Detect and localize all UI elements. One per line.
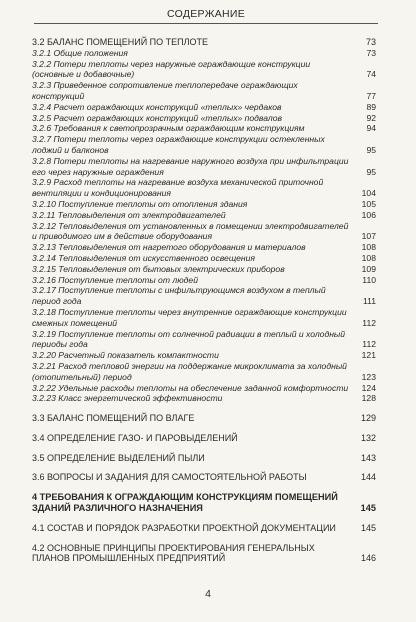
toc-entry <box>32 453 376 464</box>
toc-entry-title: 3.2.18 Поступление теплоты через внутренние ограждающие конструкции смежных помещений <box>32 306 350 328</box>
toc-entry-page: 108 <box>361 252 376 263</box>
toc-entry-page: 94 <box>366 123 376 134</box>
toc-entry-title: 3.2.2 Потери теплоты через наружные ограждающие конструкции (основные и добавочные) <box>32 58 313 80</box>
toc-entry-page: 124 <box>361 382 376 393</box>
toc-entry-page: 73 <box>366 47 376 58</box>
toc-entry <box>32 361 376 383</box>
toc-entry-page: 95 <box>366 166 376 177</box>
toc-entry-page: 123 <box>361 371 376 382</box>
toc-entry <box>32 393 376 404</box>
toc-entry-page: 111 <box>362 296 376 307</box>
toc-entry-title: 3.2.10 Поступление теплоты от отопления здания <box>32 198 248 209</box>
toc-entry <box>32 102 376 113</box>
toc-entry <box>32 123 376 134</box>
toc-entry <box>32 156 376 178</box>
page-number: 4 <box>205 588 211 600</box>
toc-entry-page: 107 <box>361 231 376 242</box>
toc-entry <box>32 242 376 253</box>
toc-entry <box>32 177 376 199</box>
toc-entry <box>32 543 376 565</box>
toc-entry-page: 109 <box>361 263 376 274</box>
toc-entry-title: 4.1 СОСТАВ И ПОРЯДОК РАЗРАБОТКИ ПРОЕКТНОЙ ДОКУМЕНТАЦИИ <box>32 522 336 533</box>
toc-entry-page: 145 <box>360 503 376 514</box>
toc-entry <box>32 307 376 329</box>
toc-entry-page: 89 <box>366 101 376 112</box>
toc-entry <box>32 275 376 286</box>
toc-entry-page: 74 <box>366 69 376 80</box>
toc-entry-page: 73 <box>365 37 376 47</box>
toc-entry <box>32 264 376 275</box>
toc-entry <box>32 221 376 243</box>
toc-entry <box>32 210 376 221</box>
toc-entry-title: 3.2.21 Расход тепловой энергии на поддержание микроклимата за холодный (отопительный) период <box>32 360 350 382</box>
toc-entry <box>32 285 376 307</box>
toc-entry-title: 3.2.22 Удельные расходы теплоты на обеспечение заданной комфортности <box>32 382 349 393</box>
toc-entry-page: 105 <box>361 198 376 209</box>
toc-entry-title: 4.2 ОСНОВНЫЕ ПРИНЦИПЫ ПРОЕКТИРОВАНИЯ ГЕНЕРАЛЬНЫХ ПЛАНОВ ПРОМЫШЛЕННЫХ ПРЕДПРИЯТИЙ <box>32 542 318 564</box>
toc-entry-page: 121 <box>361 350 376 361</box>
toc-entry-page: 104 <box>361 188 376 199</box>
toc-entry-title: 4 ТРЕБОВАНИЯ К ОГРАЖДАЮЩИМ КОНСТРУКЦИЯМ ПОМЕЩЕНИЙ ЗДАНИЙ РАЗЛИЧНОГО НАЗНАЧЕНИЯ <box>32 492 341 514</box>
toc-entry-page: 128 <box>361 393 376 404</box>
toc-entry <box>32 350 376 361</box>
toc-entry-page: 144 <box>360 472 376 483</box>
toc-entry <box>32 253 376 264</box>
toc-entry-page: 132 <box>360 432 376 443</box>
toc-entry-title: 3.2.7 Потери теплоты через ограждающие конструкции остекленных лоджий и балконов <box>32 134 328 155</box>
toc-entry-page: 92 <box>366 112 376 123</box>
toc-entry-title: 3.2.19 Поступление теплоты от солнечной радиации в теплый и холодный периоды года <box>32 328 348 350</box>
page-header: СОДЕРЖАНИЕ <box>34 8 378 24</box>
toc-entry <box>32 134 376 156</box>
toc-entry <box>32 59 376 81</box>
toc-entry-title: 3.2.8 Потери теплоты на нагревание наружного воздуха при инфильтрации его через наружные ограждения <box>32 155 351 177</box>
toc-entry-page: 146 <box>360 553 376 564</box>
toc-entry-title: 3.2.14 Тепловыделения от искусственного освещения <box>32 252 256 263</box>
toc-entry <box>32 37 376 48</box>
toc-entry <box>32 523 376 534</box>
toc-entry <box>32 472 376 483</box>
toc-entry-title: 3.4 ОПРЕДЕЛЕНИЕ ГАЗО- И ПАРОВЫДЕЛЕНИЙ <box>32 432 238 443</box>
toc-entry-page: 95 <box>366 144 376 155</box>
table-of-contents <box>32 37 376 564</box>
toc-entry <box>32 48 376 59</box>
toc-entry <box>32 413 376 424</box>
toc-entry <box>32 383 376 394</box>
toc-entry-title: 3.3 БАЛАНС ПОМЕЩЕНИЙ ПО ВЛАГЕ <box>32 413 195 424</box>
toc-entry-title: 3.5 ОПРЕДЕЛЕНИЕ ВЫДЕЛЕНИЙ ПЫЛИ <box>32 452 205 463</box>
toc-entry <box>32 329 376 351</box>
toc-entry-page: 129 <box>360 413 376 424</box>
toc-entry-page: 112 <box>362 339 376 350</box>
toc-entry <box>32 113 376 124</box>
toc-entry-title: 3.2.3 Приведенное сопротивление теплопередаче ограждающих конструкций <box>32 80 301 101</box>
toc-entry-page: 108 <box>361 242 376 253</box>
toc-entry-title: 3.2.16 Поступление теплоты от людей <box>32 274 198 285</box>
toc-entry-title: 3.6 ВОПРОСЫ И ЗАДАНИЯ ДЛЯ САМОСТОЯТЕЛЬНОЙ РАБОТЫ <box>32 472 307 483</box>
toc-entry-title: 3.2.13 Тепловыделения от нагретого оборудования и материалов <box>32 242 306 253</box>
toc-entry-title: 3.2.20 Расчетный показатель компактности <box>32 350 219 361</box>
toc-entry-title: 3.2.4 Расчет ограждающих конструкций «теплых» чердаков <box>32 101 282 112</box>
toc-entry-title: 3.2 БАЛАНС ПОМЕЩЕНИЙ ПО ТЕПЛОТЕ <box>32 37 209 47</box>
toc-entry-title: 3.2.12 Тепловыделения от установленных в помещении электродвигателей и приводимого им в действие оборудования <box>32 220 351 242</box>
toc-entry-title: 3.2.23 Класс энергетической эффективности <box>32 393 223 404</box>
toc-entry-page: 112 <box>362 317 376 328</box>
toc-entry-title: 3.2.9 Расход теплоты на нагревание воздуха механической приточной вентиляции и кондиционирования <box>32 177 326 199</box>
toc-entry <box>32 492 376 514</box>
toc-entry <box>32 433 376 444</box>
toc-entry-page: 145 <box>360 522 376 533</box>
toc-entry-title: 3.2.11 Тепловыделения от электродвигателей <box>32 209 226 220</box>
toc-entry-page: 106 <box>361 209 376 220</box>
toc-entry-page: 143 <box>360 452 376 463</box>
toc-entry <box>32 199 376 210</box>
toc-entry-title: 3.2.6 Требования к светопрозрачным ограждающим конструкциям <box>32 123 305 134</box>
toc-entry-title: 3.2.1 Общие положения <box>32 47 128 58</box>
toc-entry-page: 110 <box>362 274 376 285</box>
toc-entry-title: 3.2.15 Тепловыделения от бытовых электрических приборов <box>32 263 285 274</box>
toc-entry-title: 3.2.17 Поступление теплоты с инфильтрующимся воздухом в теплый период года <box>32 285 329 307</box>
toc-entry-page: 77 <box>366 90 376 101</box>
toc-entry <box>32 80 376 102</box>
toc-entry-title: 3.2.5 Расчет ограждающих конструкций «теплых» подвалов <box>32 112 283 123</box>
